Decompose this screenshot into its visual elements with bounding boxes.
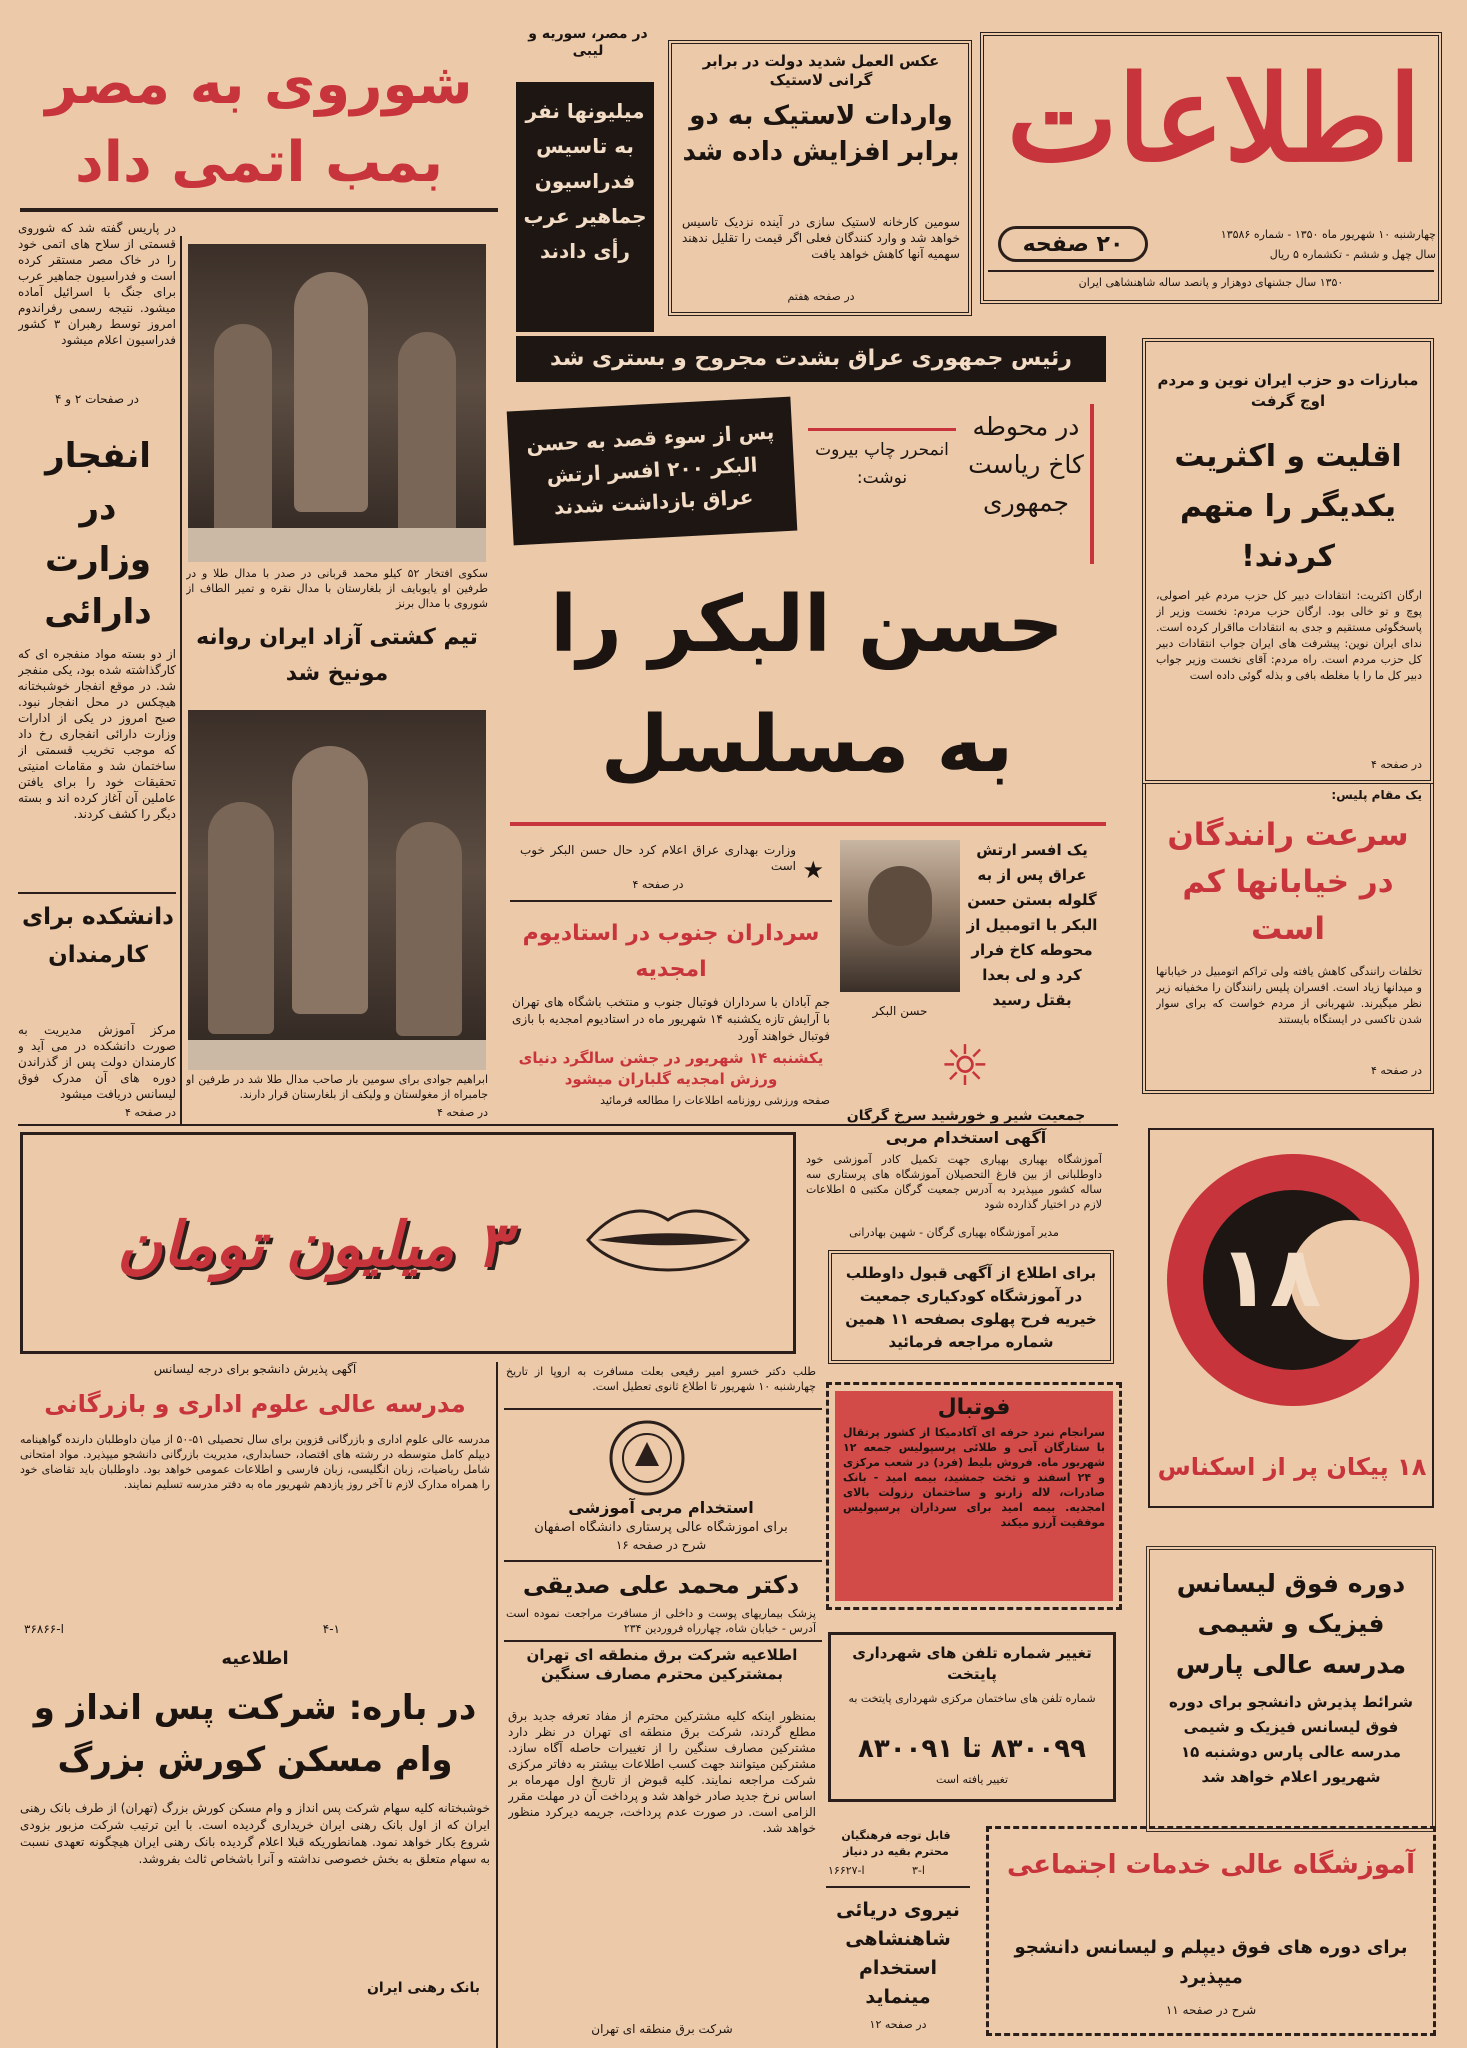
football-ad-body: سرانجام نبرد حرفه ای آکادمیکا از کشور پرتقال با ستارگان آبی و طلائی پرسپولیس جمعه ۱۲ شهریور ماه. فروش بلیط (فرد) در شعب مرکزی و ۲۴ اسفند و تخت جمشید، بیمه امید - بانک صادرات، لاله زارنو و ساختمان رزولت بالای امجدیه. بیمه امید برای سرداران پرسپولیس موفقیت آرزو میکند xyxy=(843,1426,1105,1529)
doctor-body: پزشک بیماریهای پوست و داخلی از مسافرت مراجعت نموده است آدرس - خیابان شاه، چهارراه فروردین ۲۳۴ xyxy=(506,1607,816,1635)
social-headline: آموزشگاه عالی خدمات اجتماعی xyxy=(1006,1850,1416,1880)
farhang-notice: قابل توجه فرهنگیان محترم بقیه در دنیاز xyxy=(841,1829,951,1858)
arab-headline: میلیونها نفر به تاسیس فدراسیون جماهیر عرب رأی دادند xyxy=(516,82,654,332)
traffic-more: در صفحه ۴ xyxy=(1370,1064,1422,1077)
isfahan-more: شرح در صفحه ۱۶ xyxy=(615,1538,707,1552)
dateline: چهارشنبه ۱۰ شهریور ماه ۱۳۵۰ - شماره ۱۳۵۸۶ xyxy=(1220,228,1436,241)
pars-college-ad xyxy=(1146,1546,1436,1832)
star-icon: ★ xyxy=(802,858,824,882)
isfahan-body: برای آموزشگاه عالی پرستاری دانشگاه اصفهان xyxy=(534,1520,788,1535)
football-more: صفحه ورزشی روزنامه اطلاعات را مطالعه فرمائید xyxy=(600,1094,830,1107)
savings-body: خوشبختانه کلیه سهام شرکت پس انداز و وام مسکن کورش بزرگ (تهران) از طرف بانک رهنی ایران که از اول بانک رهنی ایران خریداری گردیده است. با این ترتیب شرکت مزبور بزودی شروع بکار خواهد نمود. همانطوریکه قبلا اعلام گردیده بانک رهنی ایران هیچگونه تعهدی نسبت به سهام متعلق به بخش خصوصی نداشته و آنرا باشخاص ثالث بفروشد. xyxy=(20,1801,490,1866)
soviet-headline-line2: بمب اتمی داد xyxy=(75,130,443,195)
pars-headline: دوره فوق لیسانس فیزیک و شیمی xyxy=(1176,1569,1406,1638)
wrestling-podium-photo-1 xyxy=(188,244,486,562)
social-services-ad xyxy=(986,1826,1436,2036)
tire-kicker: عکس العمل شدید دولت در برابر گرانی لاستیک xyxy=(702,52,940,89)
portrait-caption: حسن البکر xyxy=(872,1004,928,1018)
doctor-headline: دکتر محمد علی صدیقی xyxy=(522,1571,800,1599)
page-count-badge: ۲۰ صفحه xyxy=(998,226,1148,262)
tire-import-article xyxy=(668,40,972,316)
wrestling-more: در صفحه ۴ xyxy=(436,1106,488,1119)
phone-headline: تغییر شماره تلفن های شهرداری پایتخت xyxy=(852,1644,1092,1683)
parties-more: در صفحه ۴ xyxy=(1370,758,1422,771)
anniversary-line: ۱۳۵۰ سال جشنهای دوهزار و پانصد ساله شاهنشاهی ایران xyxy=(1078,276,1344,289)
officer-detail: یک افسر ارتش عراق پس از به گلوله بستن حسن البکر با اتومبیل از محوطه کاخ فرار کرد و لی بعدا بقتل رسید xyxy=(966,841,1098,1009)
kindergarten-notice xyxy=(828,1250,1114,1364)
arab-tag: در مصر، سوریه و لیبی xyxy=(528,26,648,59)
peykan-number: ۱۸ xyxy=(1218,1228,1322,1326)
peykan-ad xyxy=(1148,1128,1434,1508)
pars-body: شرائط پذیرش دانشجو برای دوره فوق لیسانس فیزیک و شیمی مدرسه عالی پارس دوشنبه ۱۵ شهریور اعلام خواهد شد xyxy=(1168,1693,1414,1786)
soviet-more: در صفحات ۲ و ۴ xyxy=(54,392,140,406)
isfahan-headline: استخدام مربی آموزشی xyxy=(568,1498,754,1517)
issue-year: سال چهل و ششم - تکشماره ۵ ریال xyxy=(1269,248,1436,261)
wrestling-caption-1: سکوی افتخار ۵۲ کیلو محمد قربانی در صدر با مدال طلا و در طرفین او یایوبایف از بلغارستان با مدال نقره و تمیر الطاف از شوروی با مدال برنز xyxy=(186,567,488,610)
football-ad xyxy=(826,1382,1122,1610)
redlion-org: جمعیت شیر و خورشید سرخ گرگان xyxy=(846,1108,1086,1124)
three-million-ad xyxy=(20,1132,796,1354)
redlion-headline: آگهی استخدام مربی xyxy=(885,1128,1047,1147)
traffic-article xyxy=(1142,784,1434,1094)
qazvin-code-2: ا-۳۶۸۶۶ xyxy=(24,1622,64,1636)
navy-headline: نیروی دریائی شاهنشاهی استخدام مینماید xyxy=(836,1899,960,2008)
masthead-title: اطلاعات xyxy=(1006,49,1422,188)
parties-article xyxy=(1142,338,1434,784)
tire-body: سومین کارخانه لاستیک سازی در آینده نزدیک تاسیس خواهد شد و وارد کنندگان فعلی اگر قیمت را تقلیل ندهند سهمیه آنها کاهش خواهد یافت xyxy=(682,215,960,261)
football-headline: سرداران جنوب در استادیوم امجدیه xyxy=(522,921,820,982)
iraq-paper-note: انمحرر چاپ بیروت نوشت: xyxy=(815,440,949,488)
college-more: در صفحه ۴ xyxy=(124,1106,176,1119)
social-more: شرح در صفحه ۱۱ xyxy=(1165,2003,1257,2017)
lips-icon xyxy=(583,1195,753,1285)
power-signature: شرکت برق منطقه ای تهران xyxy=(591,2022,733,2036)
redlion-signature: مدیر آموزشگاه بهیاری گرگان - شهین بهادرانی xyxy=(849,1226,1059,1239)
iraq-location: در محوطه کاخ ریاست جمهوری xyxy=(962,404,1094,564)
wrestling-podium-photo-2 xyxy=(188,710,486,1070)
phone-tail: تغییر یافته است xyxy=(935,1773,1009,1786)
savings-title: اطلاعیه xyxy=(221,1648,289,1669)
parties-body: ارگان اکثریت: انتقادات دبیر کل حزب مردم غیر اصولی، پوچ و تو خالی بود. ارگان حزب مردم: نخست وزیر از پاسخگوئی مستقیم و جدی به انتقادات مااقرار کرده است. ندای ایران نوین: پیشرفت های ایران جواب انتقادات دبیر کل حزب مردم است. راه مردم: آقای نخست وزیر جواب دبیر کل ما را با مغلطه بافی و بذله گوئی داده است xyxy=(1156,589,1422,682)
iraq-arrest-box: پس از سوء قصد به حسن البکر ۲۰۰ افسر ارتش عراق بازداشت شدند xyxy=(507,397,798,546)
travel-notice: طلب دکتر خسرو امیر رفیعی بعلت مسافرت به اروپا از تاریخ چهارشنبه ۱۰ شهریور تا اطلاع ثانوی تعطیل است. xyxy=(506,1365,816,1393)
iraq-more: در صفحه ۴ xyxy=(632,878,684,891)
blast-body: از دو بسته مواد منفجره ای که کارگذاشته شده بود، یکی منفجر شد. در موقع انفجار خوشبختانه هیچکس در محل انفجار نبود. صبح امروز در یکی از ادارات وزارت دارائی انفجاری رخ داد که موجب تخریب قسمتی از ساختمان شد و مقامات امنیتی تحقیقات خود را برای یافتن عاملین آن آغاز کرده اند و بسته دیگر را کشف کردند. xyxy=(18,647,176,821)
parties-kicker: مبارزات دو حزب ایران نوین و مردم اوج گرفت xyxy=(1157,371,1419,410)
iraq-headline-1: حسن البکر را xyxy=(550,580,1064,670)
soviet-body: در پاریس گفته شد که شوروی قسمتی از سلاح های اتمی خود را در خاک مصر مستقر کرده است و فدراسیون جماهیر عرب برای جنگ با اسرائیل آماده میشود. نتیجه رسمی رفراندوم امروز توسط رهبران ۳ کشور فدراسیون اعلام میشود xyxy=(18,221,176,347)
football-body: جم آبادان با سرداران فوتبال جنوب و منتخب باشگاه های تهران با آرایش تازه یکشنبه ۱۴ شهریور ماه در استادیوم امجدیه با بازی فوتبال خواهند آورد xyxy=(512,995,830,1043)
qazvin-code-1: ۴-۱ xyxy=(322,1622,340,1636)
college-headline: دانشکده برای کارمندان xyxy=(22,904,174,968)
football-red-line: یکشنبه ۱۴ شهریور در جشن سالگرد دنیای ورزش امجدیه گلباران میشود xyxy=(518,1049,824,1088)
iraq-health-note: وزارت بهداری عراق اعلام کرد حال حسن البکر خوب است xyxy=(520,843,796,873)
tire-headline: واردات لاستیک به دو برابر افزایش داده شد xyxy=(682,101,960,167)
hassan-albakr-portrait xyxy=(840,840,960,992)
lion-and-sun-emblem: ☼ xyxy=(939,1034,991,1099)
soviet-headline-line1: شوروی به مصر xyxy=(45,52,473,117)
tire-more: در صفحه هفتم xyxy=(787,290,855,303)
wrestling-headline: تیم کشتی آزاد ایران روانه مونیخ شد xyxy=(196,625,478,686)
power-headline: اطلاعیه شرکت برق منطقه ای تهران بمشترکین محترم مصارف سنگین xyxy=(526,1646,798,1683)
qazvin-kicker: آگهی پذیرش دانشجو برای درجه لیسانس xyxy=(153,1362,357,1376)
university-seal-icon xyxy=(602,1418,692,1498)
power-body: بمنظور اینکه کلیه مشترکین محترم از مفاد تعرفه جدید برق مطلع گردند، شرکت برق منطقه ای تهران در نظر دارد مشترکین مصارف سنگین را از تغییرات حاصله آگاه سازد. مشترکین میتوانند جهت کسب اطلاعات بیشتر به دفاتر مرکزی شرکت مراجعه نمایند. کلیه قبوض از تاریخ اول مهرماه بر اساس نرخ جدید صادر خواهد شد و پرداخت آن در مهلت مقرر الزامی است. در صورت عدم پرداخت، جریمه دیرکرد منظور خواهد شد. xyxy=(508,1709,816,1835)
traffic-headline: سرعت رانندگان در خیابانها کم است xyxy=(1167,817,1409,947)
wrestling-caption-2: ابراهیم جوادی برای سومین بار صاحب مدال طلا شد در طرفین او جامبراه از مغولستان و ولیکف از بلغارستان قرار دارند. xyxy=(186,1073,488,1101)
blast-headline: انفجار در وزارت دارائی xyxy=(44,436,152,632)
qazvin-body: مدرسه عالی علوم اداری و بازرگانی قزوین برای سال تحصیلی ۵۱-۵۰ از میان داوطلبان دارنده گواهینامه دیپلم کامل متوسطه در رشته های اقتصاد، حسابداری، مدیریت بازرگانی دانشجو میپذیرد. مواد امتحانی شامل ریاضیات، زبان انگلیسی، زبان فارسی و اطلاعات عمومی خواهد بود. داوطلبان باید تقاضای خود را همراه مدارک لازم تا آخر روز یازدهم شهریور ماه به دفتر مدرسه تسلیم نمایند. xyxy=(20,1433,490,1491)
kindergarten-text: برای اطلاع از آگهی قبول داوطلب در آموزشگاه کودکیاری جمعیت خیریه فرح پهلوی بصفحه ۱۱ همین شماره مراجعه فرمائید xyxy=(845,1264,1097,1351)
pars-school: مدرسه عالی پارس xyxy=(1175,1650,1407,1679)
peykan-text: ۱۸ پیکان پر از اسکناس xyxy=(1157,1453,1427,1481)
phone-body: شماره تلفن های ساختمان مرکزی شهرداری پایتخت به xyxy=(848,1692,1096,1705)
phone-number: ۸۳۰۰۹۹ تا ۸۳۰۰۹۱ xyxy=(857,1734,1087,1764)
college-body: مرکز آموزش مدیریت به صورت دانشکده در می آید و کارمندان دولت پس از گذراندن دوره های آن مدرک فوق لیسانس دریافت میشود xyxy=(18,1023,176,1101)
savings-signature: بانک رهنی ایران xyxy=(366,1980,480,1996)
iraq-banner: رئیس جمهوری عراق بشدت مجروح و بستری شد xyxy=(516,336,1106,382)
parties-headline: اقلیت و اکثریت یکدیگر را متهم کردند! xyxy=(1174,439,1402,574)
redlion-body: آموزشگاه بهیاری بهیاری جهت تکمیل کادر آموزشی خود داوطلبانی از بین فارغ التحصیلان آموزشگاه های پرستاری سه ساله کشور میپذیرد به آدرس جمعیت گرگان مکتبی ۵ اطلاعات لازم در اختیار گذارده شود xyxy=(806,1153,1102,1211)
navy-more: در صفحه ۱۲ xyxy=(869,2018,927,2031)
farhang-code-1: ا-۳ xyxy=(912,1864,925,1877)
social-body: برای دوره های فوق دیپلم و لیسانس دانشجو میپذیرد xyxy=(1014,1937,1408,1988)
savings-headline: در باره: شرکت پس انداز و وام مسکن کورش بزرگ xyxy=(33,1688,477,1780)
football-ad-headline: فوتبال xyxy=(937,1395,1011,1420)
arab-federation-article xyxy=(514,24,658,340)
iraq-headline-2: به مسلسل xyxy=(600,700,1014,790)
masthead xyxy=(980,32,1442,304)
farhang-code-2: ا-۱۶۶۲۷ xyxy=(828,1864,865,1877)
three-million-text: ۳ میلیون تومان xyxy=(116,1208,510,1281)
traffic-body: تخلفات رانندگی کاهش یافته ولی تراکم اتومبیل در خیابانها و میدانها زیاد است. افسران پلیس رانندگان را مخفیانه زیر نظر میگیرند. شهربانی از مردم خواست که برای سوار شدن تاکسی در ایستگاه بایستند xyxy=(1156,965,1422,1026)
phone-change-notice xyxy=(828,1632,1116,1802)
qazvin-headline: مدرسه عالی علوم اداری و بازرگانی xyxy=(44,1390,466,1418)
traffic-kicker: یک مقام پلیس: xyxy=(1331,788,1422,802)
